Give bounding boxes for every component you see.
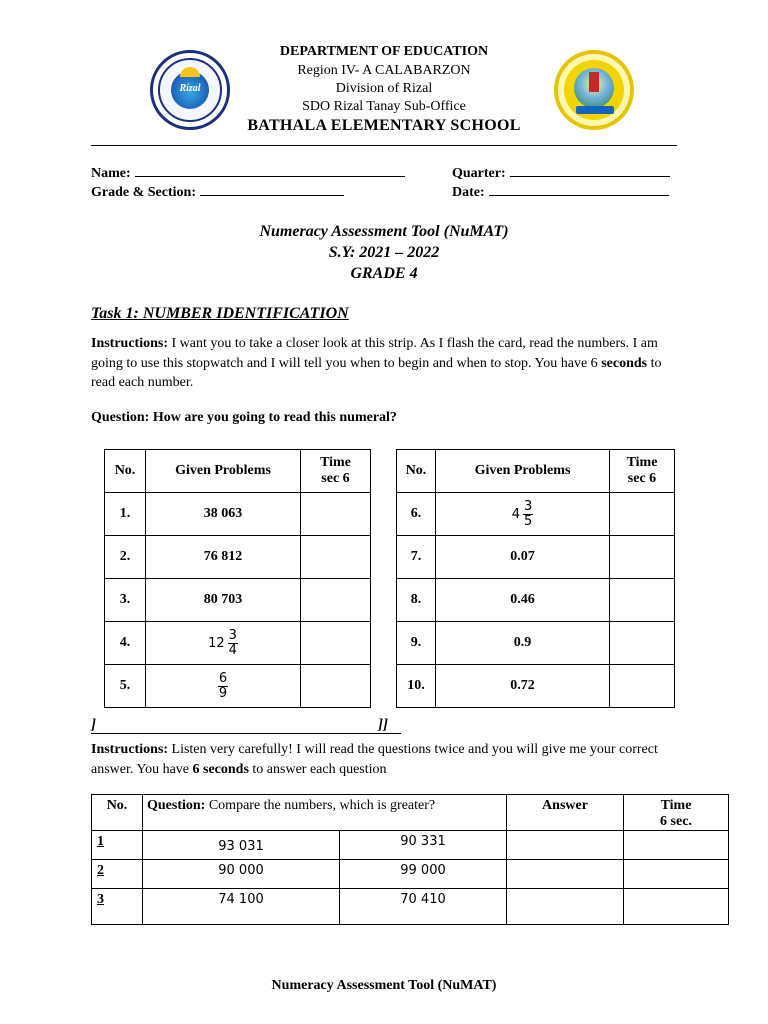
task1-instructions: [91, 334, 681, 393]
task1-heading: Task 1: NUMBER IDENTIFICATION: [91, 305, 349, 322]
table-row: [92, 831, 729, 860]
fraction-denominator: 5: [524, 513, 533, 529]
fraction-numerator: 3: [524, 498, 533, 514]
simple-fraction: [218, 672, 228, 701]
answer-cell[interactable]: [507, 860, 624, 889]
row-number: 3.: [105, 579, 146, 622]
grade-level: GRADE 4: [350, 265, 418, 282]
col-time-unit: 6 sec.: [660, 814, 692, 829]
name-field[interactable]: [91, 164, 405, 183]
col-time-label: Time: [320, 455, 351, 470]
row-number: 2: [92, 860, 143, 889]
col-problems-header: Given Problems: [146, 450, 301, 493]
school-year: S.Y: 2021 – 2022: [328, 244, 440, 261]
row-number: 2.: [105, 536, 146, 579]
task2-heading-end: ]]: [378, 717, 388, 733]
col-time-unit: sec 6: [627, 471, 657, 486]
col-no-header: No.: [92, 795, 143, 831]
table-row: [397, 665, 675, 708]
col-no-header: No.: [397, 450, 436, 493]
time-cell[interactable]: [301, 536, 371, 579]
quarter-label: Quarter:: [452, 166, 506, 181]
table-row: [397, 493, 675, 536]
problem-fraction: [436, 493, 610, 536]
answer-cell[interactable]: [507, 889, 624, 925]
time-cell[interactable]: [301, 622, 371, 665]
row-number: 1.: [105, 493, 146, 536]
school-name: BATHALA ELEMENTARY SCHOOL: [247, 117, 521, 134]
number-b: 70 410: [340, 889, 507, 925]
department-heading: DEPARTMENT OF EDUCATION: [279, 44, 489, 59]
date-label: Date:: [452, 185, 485, 200]
table-row: [92, 889, 729, 925]
time-cell[interactable]: [610, 579, 675, 622]
task2-instructions-tail: to answer each question: [248, 761, 387, 777]
number-b: 99 000: [340, 860, 507, 889]
table-row: [105, 665, 371, 708]
question-label: Question:: [147, 798, 206, 813]
problem-value: 80 703: [146, 579, 301, 622]
row-number: 10.: [397, 665, 436, 708]
region-line: Region IV- A CALABARZON: [297, 63, 471, 78]
problem-value: 0.9: [436, 622, 610, 665]
quarter-field[interactable]: [452, 164, 670, 183]
time-cell[interactable]: [624, 889, 729, 925]
name-label: Name:: [91, 166, 131, 181]
tool-title: Numeracy Assessment Tool (NuMAT): [259, 223, 509, 240]
grade-section-field[interactable]: [91, 183, 344, 202]
col-time-label: Time: [626, 455, 658, 470]
number-a: 90 000: [143, 860, 340, 889]
time-cell[interactable]: [610, 665, 675, 708]
col-problems-header: Given Problems: [436, 450, 610, 493]
task2-heading-start: ]: [91, 717, 96, 733]
answer-cell[interactable]: [507, 831, 624, 860]
name-blank-line[interactable]: [135, 164, 405, 177]
problem-value: 0.46: [436, 579, 610, 622]
time-cell[interactable]: [624, 831, 729, 860]
task1-instructions-label: Instructions:: [91, 336, 169, 351]
col-time-unit: sec 6: [321, 471, 350, 486]
table-row: [397, 622, 675, 665]
time-cell[interactable]: [301, 665, 371, 708]
grade-section-label: Grade & Section:: [91, 185, 196, 200]
fraction-numerator: 3: [228, 627, 237, 643]
task2-heading-underline: [91, 733, 401, 734]
row-number: 1: [92, 831, 143, 860]
fraction-whole: 4: [511, 506, 520, 522]
grade-section-blank-line[interactable]: [200, 183, 344, 196]
col-time-label: Time: [660, 798, 692, 813]
row-number: 6.: [397, 493, 436, 536]
mixed-fraction: [512, 500, 534, 529]
task1-question: Question: How are you going to read this numeral?: [91, 410, 397, 425]
time-cell[interactable]: [624, 860, 729, 889]
number-b: 90 331: [340, 831, 507, 860]
table-row: [105, 579, 371, 622]
task1-instructions-text: I want you to take a closer look at this strip. As I flash the card, read the numbers. I am going to use this stopwatch and I will tell you when to begin and when to stop. You have 6: [91, 336, 658, 371]
task2-instructions-seconds: 6 seconds: [192, 761, 249, 777]
quarter-blank-line[interactable]: [510, 164, 670, 177]
table-row: [397, 536, 675, 579]
col-question-header: [143, 795, 507, 831]
task2-table: [91, 794, 729, 925]
problem-fraction: [146, 665, 301, 708]
row-number: 4.: [105, 622, 146, 665]
task2-heading: [91, 719, 401, 735]
number-a: 74 100: [143, 889, 340, 925]
col-no-header: No.: [105, 450, 146, 493]
task2-instructions-text: Listen very carefully! I will read the questions twice and you will give me your correct answer. You have: [91, 742, 658, 777]
fraction-denominator: 4: [228, 642, 237, 658]
time-cell[interactable]: [301, 493, 371, 536]
fraction-denominator: 9: [218, 686, 228, 701]
division-line: Division of Rizal: [335, 81, 433, 96]
fraction-numerator: 6: [218, 671, 228, 686]
fraction-whole: 12: [208, 635, 225, 651]
seal-logo-text: Rizal: [179, 83, 201, 94]
task1-instructions-tail: to read each number.: [91, 355, 662, 390]
time-cell[interactable]: [610, 622, 675, 665]
time-cell[interactable]: [610, 493, 675, 536]
task2-instructions-label: Instructions:: [91, 742, 169, 757]
number-a: 93 031: [143, 831, 340, 860]
time-cell[interactable]: [301, 579, 371, 622]
row-number: 3: [92, 889, 143, 925]
problem-value: 76 812: [146, 536, 301, 579]
task1-table-left: [104, 449, 371, 708]
row-number: 8.: [397, 579, 436, 622]
problem-value: 0.07: [436, 536, 610, 579]
table-row: [92, 860, 729, 889]
col-answer-header: Answer: [507, 795, 624, 831]
table-row: [105, 622, 371, 665]
header-divider: [91, 145, 677, 146]
date-blank-line[interactable]: [489, 183, 669, 196]
mixed-fraction: [208, 629, 238, 658]
table-row: [105, 493, 371, 536]
sub-office-line: SDO Rizal Tanay Sub-Office: [302, 99, 466, 114]
col-time-header: [301, 450, 371, 493]
row-number: 5.: [105, 665, 146, 708]
row-number: 7.: [397, 536, 436, 579]
date-field[interactable]: [452, 183, 669, 202]
page-footer: Numeracy Assessment Tool (NuMAT): [271, 978, 497, 993]
task2-instructions: [91, 740, 681, 779]
problem-fraction: [146, 622, 301, 665]
table-row: [397, 579, 675, 622]
table-row: [105, 536, 371, 579]
col-time-header: [624, 795, 729, 831]
task1-table-right: [396, 449, 675, 708]
task1-instructions-seconds: seconds: [601, 355, 648, 371]
problem-value: 0.72: [436, 665, 610, 708]
row-number: 9.: [397, 622, 436, 665]
problem-value: 38 063: [146, 493, 301, 536]
time-cell[interactable]: [610, 536, 675, 579]
col-time-header: [610, 450, 675, 493]
question-text: Compare the numbers, which is greater?: [205, 798, 436, 813]
